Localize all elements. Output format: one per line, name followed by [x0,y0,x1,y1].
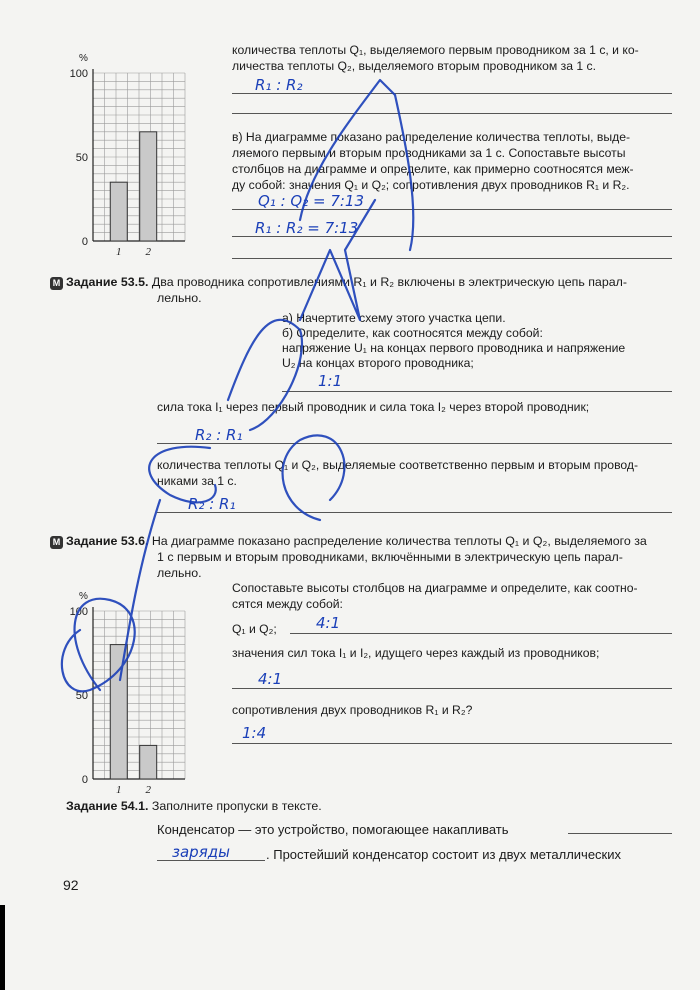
task-53-5-text-1: Два проводника сопротивлениями R₁ и R₂ включены в электрическую цепь парал- [151,275,627,289]
answer-line [232,688,672,689]
task-53-5-current: сила тока I₁ через первый проводник и сила тока I₂ через второй проводник; [157,400,590,414]
task-53-6-text-2: 1 с первым и вторым проводниками, включёнными в электрическую цепь парал- [157,550,623,564]
x-tick-label: 1 [116,246,122,258]
part-v-line-1: в) На диаграмме показано распределение количества теплоты, выде- [232,130,631,144]
task-53-6-i-label: значения сил тока I₁ и I₂, идущего через каждый из проводников; [232,646,600,660]
handwritten-answer-1: R₁ : R₂ [255,76,303,94]
y-axis-unit: % [79,591,88,602]
task-53-6-label: Задание 53.6. [66,534,149,548]
y-tick-label: 0 [81,774,88,786]
handwritten-answer-current: R₂ : R₁ [195,426,243,444]
task-54-1-line-1: Конденсатор — это устройство, помогающее накапливать [157,822,509,837]
task-53-5-line-1 [66,275,627,291]
top-text-a: количества теплоты Q₁, выделяемого первым проводником за 1 с, и ко- [232,43,639,57]
y-tick-label: 100 [69,68,88,80]
task-53-5-text-2: лельно. [157,291,202,305]
answer-line [282,391,672,392]
task-54-1-intro: Заполните пропуски в тексте. [151,799,322,813]
task-53-6-r-label: сопротивления двух проводников R₁ и R₂? [232,703,473,717]
task-53-5-a: а) Начертите схему этого участка цепи. [282,311,506,325]
page-edge-shadow [0,905,5,990]
task-marker-icon: M [50,536,63,549]
y-tick-label: 100 [69,606,88,618]
answer-line [568,833,672,834]
task-53-5-heat-2: никами за 1 с. [157,474,237,488]
answer-line [157,512,672,513]
page-number: 92 [63,877,79,893]
answer-line [232,113,672,114]
handwritten-answer-i: 4:1 [258,670,283,688]
part-v-line-3: столбцов на диаграмме и определите, как примерно соотносятся меж- [232,162,634,176]
task-54-1-label: Задание 54.1. [66,799,149,813]
task-54-1-line [66,799,322,815]
x-tick-label: 2 [145,246,151,258]
handwritten-answer-voltage: 1:1 [318,372,343,390]
y-tick-label: 50 [75,152,88,164]
x-tick-label: 1 [116,784,122,796]
task-53-5-b1: б) Определите, как соотносятся между собой: [282,326,543,340]
task-53-6-compare-1: Сопоставьте высоты столбцов на диаграмме и определите, как соотно- [232,581,638,595]
y-tick-label: 50 [75,690,88,702]
bar [110,182,127,241]
handwritten-answer-heat: R₂ : R₁ [188,495,236,513]
handwritten-answer-q: 4:1 [316,614,341,632]
answer-line [232,743,672,744]
handwritten-answer-3: R₁ : R₂ = 7:13 [255,219,359,237]
task-53-5-label: Задание 53.5. [66,275,149,289]
handwritten-answer-charges: заряды [172,843,230,861]
answer-line [157,443,672,444]
task-53-5-b3: U₂ на концах второго проводника; [282,356,474,370]
bar [140,745,157,779]
answer-line [232,258,672,259]
task-53-6-text-3: лельно. [157,566,202,580]
y-axis-unit: % [79,53,88,64]
part-v-line-2: ляемого первым и вторым проводниками за 1 с. Сопоставьте высоты [232,146,626,160]
task-marker-icon: M [50,277,63,290]
task-53-6-text-1: На диаграмме показано распределение количества теплоты Q₁ и Q₂, выделяемого за [151,534,647,548]
handwritten-answer-2: Q₁ : Q₂ = 7:13 [258,192,365,210]
x-tick-label: 2 [145,784,151,796]
task-53-6-q-label: Q₁ и Q₂; [232,622,277,636]
top-text-b: личества теплоты Q₂, выделяемого вторым проводником за 1 с. [232,59,597,73]
task-54-1-line-2: . Простейший конденсатор состоит из двух металлических [266,847,622,862]
task-53-6-compare-2: сятся между собой: [232,597,343,611]
bar [140,132,157,241]
answer-line [232,209,672,210]
bar [110,645,127,779]
answer-line [232,236,672,237]
scribble-word: Списано [0,0,4,1]
task-53-5-b2: напряжение U₁ на концах первого проводника и напряжение [282,341,626,355]
answer-line [157,860,265,861]
heat-chart-top [55,45,195,258]
part-v-line-4: ду собой: значения Q₁ и Q₂; сопротивления двух проводников R₁ и R₂. [232,178,630,192]
y-tick-label: 0 [81,236,88,248]
handwritten-answer-r: 1:4 [242,724,267,742]
heat-chart-bottom [55,583,195,796]
task-53-6-line-1 [66,534,647,550]
task-53-5-heat-1: количества теплоты Q₁ и Q₂, выделяемые соответственно первым и вторым провод- [157,458,639,472]
answer-line [290,633,672,634]
